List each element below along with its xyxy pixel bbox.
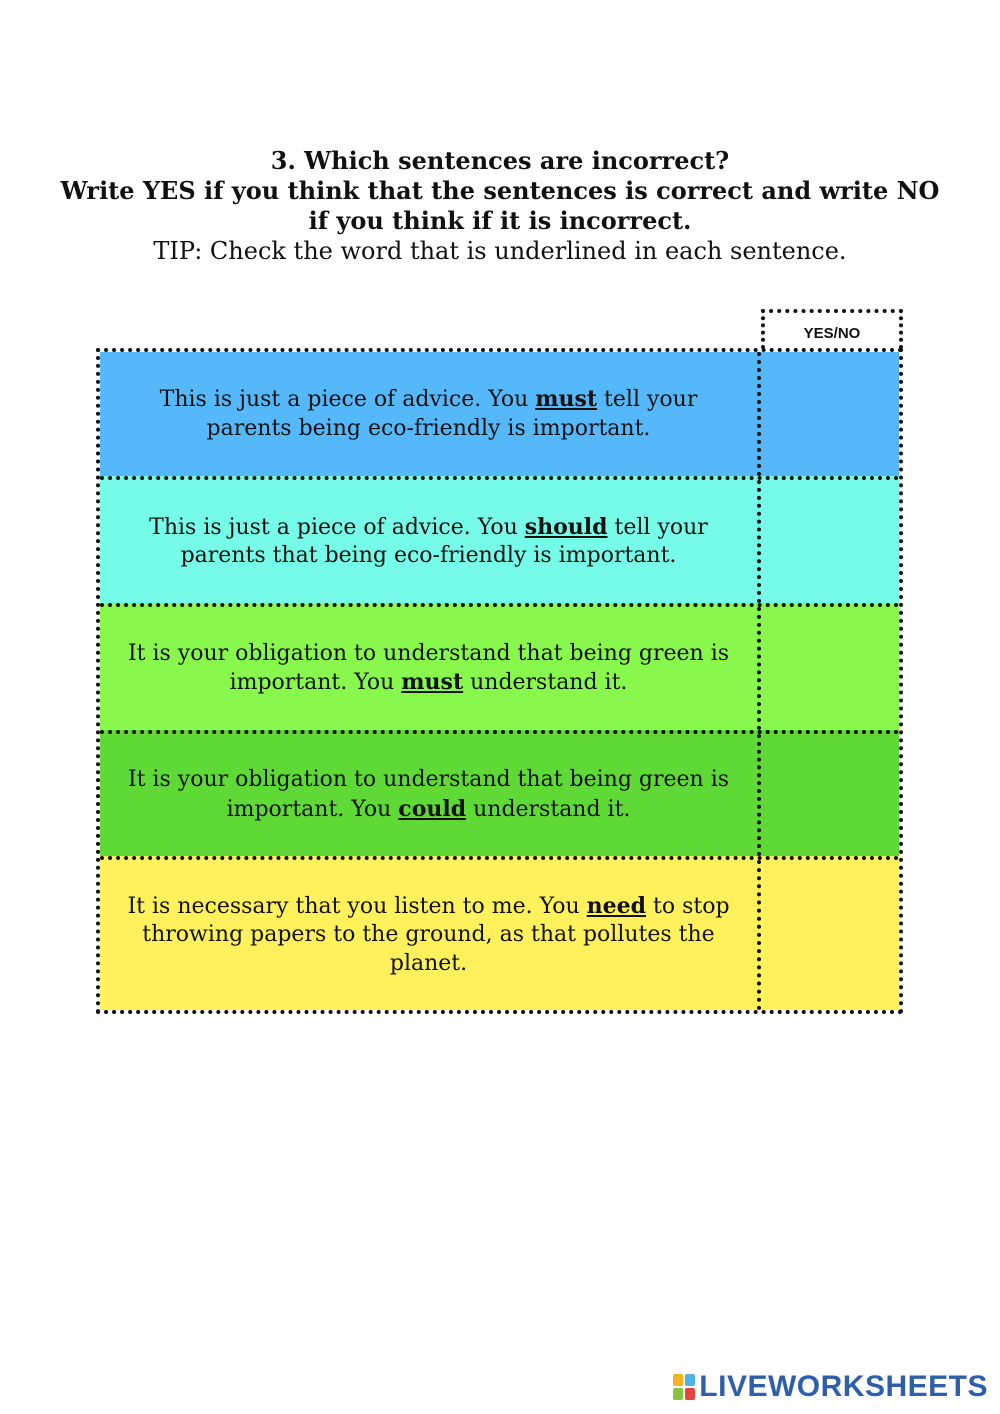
sentence-text: This is just a piece of advice. You should tell your parents that being eco-friendly is important. (149, 513, 708, 568)
answer-field[interactable] (761, 480, 899, 603)
sentence-cell (100, 607, 761, 730)
table-row (100, 352, 899, 476)
table-row (100, 603, 899, 730)
sentence-text: It is your obligation to understand that being green is important. You must understand it. (127, 640, 730, 695)
answer-field[interactable] (761, 607, 899, 730)
answer-field[interactable] (761, 352, 899, 476)
answer-field[interactable] (761, 734, 899, 856)
table-row (100, 476, 899, 603)
sentence-text: It is your obligation to understand that being green is important. You could understand it. (127, 767, 730, 822)
question-tip: TIP: Check the word that is underlined in each sentence. (153, 237, 847, 265)
sentence-cell (100, 352, 761, 476)
question-instruction: Write YES if you think that the sentences is correct and write NO if you think if it is incorrect. (60, 176, 940, 235)
table-row (100, 730, 899, 856)
underlined-keyword: need (586, 892, 646, 919)
sentences-table (96, 348, 903, 1014)
sentence-cell (100, 734, 761, 856)
sentence-text: It is necessary that you listen to me. You need to stop throwing papers to the ground, as that pollutes the planet. (127, 892, 730, 976)
sentence-cell (100, 860, 761, 1010)
question-title: 3. Which sentences are incorrect? (270, 146, 730, 175)
liveworksheets-brand (673, 1370, 988, 1404)
table-row (100, 856, 899, 1010)
underlined-keyword: could (398, 795, 467, 822)
sentence-cell (100, 480, 761, 603)
underlined-keyword: must (401, 669, 464, 695)
yes-no-column-header: YES/NO (761, 309, 903, 349)
underlined-keyword: must (535, 386, 598, 412)
instructions (60, 146, 940, 266)
sentence-text: This is just a piece of advice. You must tell your parents being eco-friendly is important. (159, 386, 698, 441)
answer-field[interactable] (761, 860, 899, 1010)
brand-text: LIVEWORKSHEETS (699, 1370, 988, 1403)
underlined-keyword: should (524, 513, 608, 540)
liveworksheets-logo-icon (673, 1374, 695, 1400)
